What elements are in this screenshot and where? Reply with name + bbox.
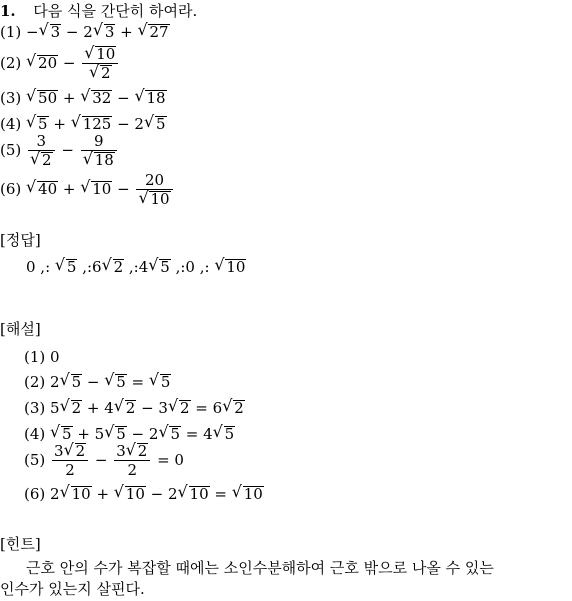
solution-item-4: (4) √ 5 + 5√ 5 − 2√ 5 = 4√ 5 (24, 425, 235, 443)
fraction: 3 √ 2 (28, 133, 55, 169)
item-label: (2) (0, 54, 22, 72)
fraction: 9 √ 18 (81, 133, 117, 169)
answer-header: [정답] (0, 231, 41, 249)
answer-text: 0 ,: √ 5 ,:6√ 2 ,:4√ 5 ,:0 ,: √ 10 (26, 258, 246, 276)
fraction: √ 10 √ 2 (82, 46, 118, 82)
solution-item-5: (5) $\frac{3√ 2}{2}$ − $\frac{3√ 2}{2}$ = 0 (24, 443, 184, 479)
solution-item-1: (1) 0 (24, 348, 60, 366)
problem-item-6 (0, 172, 175, 208)
math-expression: √ 5 + 5√ 5 − 2√ 5 = 4√ 5 (50, 425, 235, 443)
math-expression: √ 5 + √ 125 − 2√ 5 (26, 115, 167, 133)
hint-line-1: 근호 안의 수가 복잡할 때에는 소인수분해하여 근호 밖으로 나올 수 있는 (26, 559, 494, 577)
solution-item-2: (2) 2√ 5 − √ 5 = √ 5 (24, 373, 171, 391)
fraction: $\frac{3√ 2}{2}$ (52, 443, 88, 479)
problem-instruction: 다음 식을 간단히 하여라. (33, 2, 198, 20)
solution-header: [해설] (0, 320, 41, 338)
hint-line-2: 인수가 있는지 살핀다. (0, 580, 145, 598)
problem-item-3 (0, 89, 167, 107)
math-expression: 5√ 2 + 4√ 2 − 3√ 2 = 6√ 2 (50, 399, 245, 417)
problem-item-2 (0, 46, 120, 82)
math-expression: √ 50 + √ 32 − √ 18 (26, 89, 167, 107)
math-expression: $\frac{3√ 2}{2}$ − $\frac{3√ 2}{2}$ = 0 (50, 451, 184, 469)
fraction: $\frac{3√ 2}{2}$ (114, 443, 150, 479)
item-label: (1) (0, 23, 22, 41)
item-label: (3) (0, 89, 22, 107)
problem-item-1 (0, 23, 170, 41)
hint-header: [힌트] (0, 535, 41, 553)
fraction: 20 √ 10 (136, 172, 172, 208)
math-expression: 2√ 5 − √ 5 = √ 5 (50, 373, 171, 391)
math-expression: −√ 3 − 2√ 3 + √ 27 (26, 23, 170, 41)
problem-number: 1. (0, 2, 16, 20)
item-label: (4) (0, 115, 22, 133)
math-expression: √ 20 − √ 10 √ 2 (26, 54, 120, 72)
solution-item-6: (6) 2√ 10 + √ 10 − 2√ 10 = √ 10 (24, 485, 264, 503)
item-label: (6) (0, 180, 22, 198)
problem-item-4 (0, 115, 167, 133)
problem-item-5 (0, 133, 119, 169)
math-expression: 3 √ 2 − 9 √ 18 (26, 141, 119, 159)
math-expression: 2√ 10 + √ 10 − 2√ 10 = √ 10 (50, 485, 264, 503)
item-label: (5) (0, 141, 22, 159)
math-expression: √ 40 + √ 10 − 20 √ 10 (26, 180, 175, 198)
solution-item-3: (3) 5√ 2 + 4√ 2 − 3√ 2 = 6√ 2 (24, 399, 245, 417)
problem-header (0, 2, 197, 20)
